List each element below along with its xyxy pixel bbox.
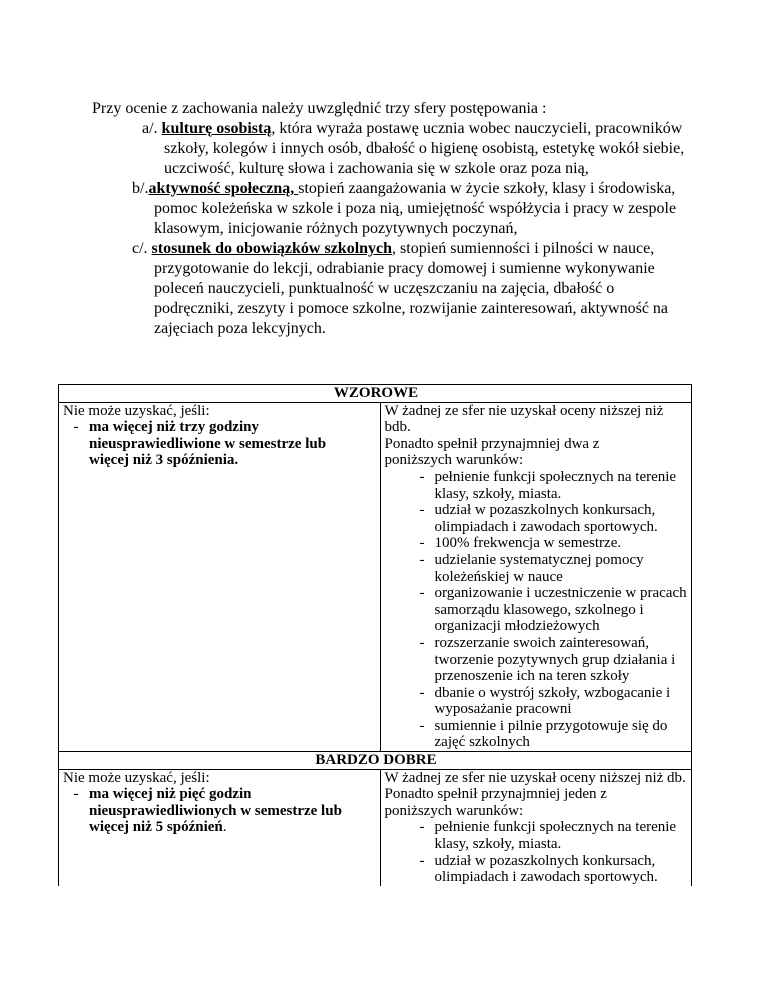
item-prefix: b/. <box>132 180 149 197</box>
requirement-item <box>385 585 689 635</box>
requirement-item <box>385 819 689 852</box>
list-dash: - <box>419 819 425 836</box>
list-dash: - <box>419 634 425 651</box>
sphere-item-social-activity <box>92 179 692 239</box>
intro-section <box>92 99 692 339</box>
condition-text: ma więcej niż pięć godzin nieusprawiedliwionych w semestrze lub więcej niż 5 spóźnień <box>89 786 342 836</box>
requirement-text: organizowanie i uczestniczenie w pracach samorządu klasowego, szkolnego i organizacji młodzieżowych <box>434 585 687 635</box>
item-prefix: c/. <box>132 240 152 257</box>
requirement-text: rozszerzanie swoich zainteresowań, tworzenie pozytywnych grup działania i przenoszenie ich na teren szkoły <box>434 634 676 685</box>
item-key-term: aktywność społeczną, <box>148 180 299 197</box>
list-dash: - <box>419 551 425 568</box>
grade-title: BARDZO DOBRE <box>59 752 692 770</box>
condition-text: ma więcej niż trzy godziny nieusprawiedliwione w semestrze lub więcej niż 3 spóźnienia. <box>89 419 327 469</box>
requirement-text: udzielanie systematycznej pomocy koleżeńskiej w nauce <box>434 551 644 585</box>
requirements-intro: W żadnej ze sfer nie uzyskał oceny niższej niż db. <box>384 769 686 786</box>
grade-header-row <box>59 385 692 403</box>
requirement-item <box>385 718 689 751</box>
item-description: , stopień sumienności i pilności w nauce, przygotowanie do lekcji, odrabianie pracy domowej i sumienne wykonywanie poleceń nauczycieli, punktualność w uczęszczaniu na zajęcia, dbałość o podręczniki, zeszyty i pomoce szkolne, rozwijanie zainteresowań, aktywność na zajęciach poza lekcyjnych. <box>154 240 669 337</box>
requirements-intro-2: Ponadto spełnił przynajmniej dwa z poniższych warunków: <box>384 435 600 469</box>
requirement-text: dbanie o wystrój szkoły, wzbogacanie i wyposażanie pracowni <box>434 684 671 718</box>
requirements-list <box>385 819 689 885</box>
list-dash: - <box>419 852 425 869</box>
grade-row <box>59 769 692 886</box>
requirement-item <box>385 635 689 685</box>
sphere-item-school-duties <box>92 239 692 339</box>
requirement-item <box>385 853 689 886</box>
sphere-item-culture <box>92 119 692 179</box>
requirement-text: pełnienie funkcji społecznych na terenie klasy, szkoły, miasta. <box>434 819 677 853</box>
disqualifier-intro: Nie może uzyskać, jeśli: <box>63 769 210 786</box>
requirement-item <box>385 502 689 535</box>
item-description: , która wyraża postawę ucznia wobec nauczycieli, pracowników szkoły, kolegów i innych osób, dbałość o higienę osobistą, estetykę wokół siebie, uczciwość, kulturę słowa i zachowania się w szkole oraz poza nią, <box>164 120 685 177</box>
grade-criteria-table <box>58 384 692 886</box>
condition-tail: . <box>222 819 227 836</box>
requirement-text: pełnienie funkcji społecznych na terenie klasy, szkoły, miasta. <box>434 468 677 502</box>
requirement-item <box>385 469 689 502</box>
intro-heading: Przy ocenie z zachowania należy uwzględnić trzy sfery postępowania : <box>92 100 547 117</box>
list-dash: - <box>419 684 425 701</box>
item-description: stopień zaangażowania w życie szkoły, klasy i środowiska, pomoc koleżeńska w szkole i poza nią, umiejętność współżycia i pracy w zespole klasowym, inicjowanie różnych pozytywnych poczynań, <box>154 180 677 237</box>
requirement-item <box>385 552 689 585</box>
grade-header-row <box>59 752 692 770</box>
requirement-text: udział w pozaszkolnych konkursach, olimpiadach i zawodach sportowych. <box>434 852 658 886</box>
list-dash: - <box>419 468 425 485</box>
list-dash: - <box>419 535 425 552</box>
requirements-list <box>385 469 689 751</box>
item-prefix: a/. <box>142 120 162 137</box>
item-key-term: stosunek do obowiązków szkolnych <box>151 240 393 257</box>
grade-row <box>59 402 692 751</box>
list-dash: - <box>73 419 79 436</box>
requirement-text: udział w pozaszkolnych konkursach, olimpiadach i zawodach sportowych. <box>434 502 658 535</box>
requirements-intro: W żadnej ze sfer nie uzyskał oceny niższej niż bdb. <box>384 402 664 436</box>
requirement-item <box>385 535 689 552</box>
disqualifier-condition <box>63 419 378 469</box>
list-dash: - <box>419 502 425 519</box>
disqualifier-intro: Nie może uzyskać, jeśli: <box>63 402 210 419</box>
requirements-cell <box>380 769 691 886</box>
list-dash: - <box>419 717 425 734</box>
requirement-text: sumiennie i pilnie przygotowuje się do zajęć szkolnych <box>434 717 668 751</box>
condition-wrapper <box>89 786 359 836</box>
list-dash: - <box>73 786 79 803</box>
requirement-item <box>385 685 689 718</box>
disqualifier-cell <box>59 402 381 751</box>
requirements-cell <box>380 402 691 751</box>
grade-title: WZOROWE <box>59 385 692 403</box>
disqualifier-condition <box>63 786 378 836</box>
list-dash: - <box>419 585 425 602</box>
requirements-intro-2: Ponadto spełnił przynajmniej jeden z poniższych warunków: <box>384 786 607 819</box>
disqualifier-cell <box>59 769 381 886</box>
item-key-term: kulturę osobistą <box>161 120 272 137</box>
requirement-text: 100% frekwencja w semestrze. <box>434 535 622 552</box>
